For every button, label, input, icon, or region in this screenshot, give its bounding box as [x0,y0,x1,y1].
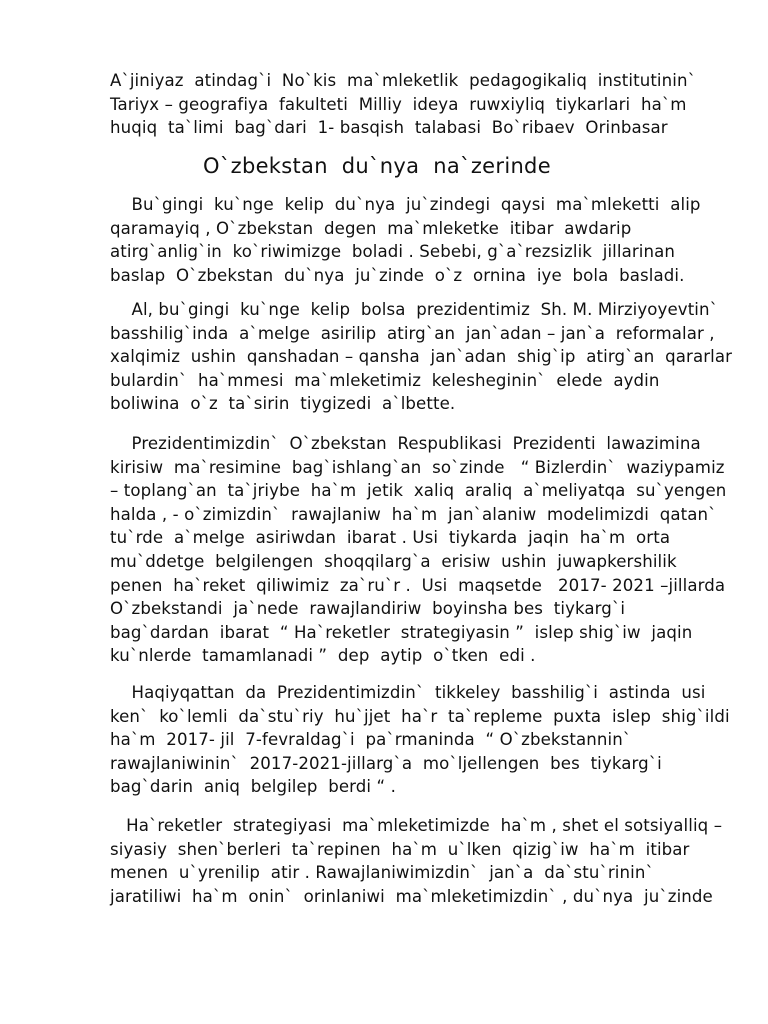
header-line: Tariyx – geografiya fakulteti Milliy ideya ruwxiyliq tiykarlari ha`m [110,94,687,114]
paragraph-line: xalqimiz ushin qanshadan – qansha jan`adan shig`ip atirg`an qararlar [110,347,733,367]
paragraph-line: Bu`gingi ku`nge kelip du`nya ju`zindegi qaysi ma`mleketti alip [110,195,701,214]
paragraph-line: boliwina o`z ta`sirin tiygizedi a`lbette. [110,394,456,414]
paragraph-line: atirg`anlig`in ko`riwimizge boladi . Sebebi, g`a`rezsizlik jillarinan [110,242,675,262]
paragraph-line: mu`ddetge belgilengen shoqqilarg`a erisiw ushin juwapkershilik [110,551,677,571]
paragraph-line: siyasiy shen`berleri ta`repinen ha`m u`lken qizig`iw ha`m itibar [110,839,690,859]
paragraph [110,681,730,799]
paragraph-line: basshilig`inda a`melge asirilip atirg`an jan`adan – jan`a reformalar , [110,323,715,343]
paragraph-line: Ha`reketler strategiyasi ma`mleketimizde ha`m , shet el sotsiyalliq – [110,816,723,835]
author-header [110,69,710,140]
paragraph [110,298,733,416]
paragraph-line: ku`nlerde tamamlanadi ” dep aytip o`tken edi . [110,646,536,666]
paragraph [110,814,723,908]
document-title: O`zbekstan du`nya na`zerinde [203,154,551,178]
paragraph-line: bag`darin aniq belgilep berdi “ . [110,777,396,797]
paragraph-line: ha`m 2017- jil 7-fevraldag`i pa`rmaninda “ O`zbekstannin` [110,730,632,750]
header-line: huqiq ta`limi bag`dari 1- basqish talabasi Bo`ribaev Orinbasar [110,118,668,138]
paragraph-line: Haqiyqattan da Prezidentimizdin` tikkeley basshilig`i astinda usi [110,683,706,702]
paragraph-line: halda , - o`zimizdin` rawajlaniw ha`m jan`alaniw modelimizdi qatan` [110,504,717,524]
paragraph-line: Al, bu`gingi ku`nge kelip bolsa prezidentimiz Sh. M. Mirziyoyevtin` [110,300,719,319]
paragraph [110,432,727,668]
paragraph-line: jaratiliwi ha`m onin` orinlaniwi ma`mleketimizdin` , du`nya ju`zinde [110,886,713,906]
paragraph-line: baslap O`zbekstan du`nya ju`zinde o`z ornina iye bola basladi. [110,265,685,285]
paragraph-line: qaramayiq , O`zbekstan degen ma`mleketke itibar awdarip [110,218,632,238]
paragraph-line: kirisiw ma`resimine bag`ishlang`an so`zinde “ Bizlerdin` waziypamiz [110,457,725,477]
header-line: A`jiniyaz atindag`i No`kis ma`mleketlik pedagogikaliq institutinin` [110,71,696,90]
paragraph-line: tu`rde a`melge asiriwdan ibarat . Usi tiykarda jaqin ha`m orta [110,528,671,548]
paragraph-line: Prezidentimizdin` O`zbekstan Respublikasi Prezidenti lawazimina [110,434,701,453]
paragraph-line: – toplang`an ta`jriybe ha`m jetik xaliq araliq a`meliyatqa su`yengen [110,481,727,501]
paragraph-line: bag`dardan ibarat “ Ha`reketler strategiyasin ” islep shig`iw jaqin [110,622,693,642]
paragraph-line: menen u`yrenilip atir . Rawajlaniwimizdin` jan`a da`stu`rinin` [110,863,654,883]
paragraph-line: ken` ko`lemli da`stu`riy hu`jjet ha`r ta`repleme puxta islep shig`ildi [110,706,730,726]
paragraph [110,193,710,287]
paragraph-line: penen ha`reket qiliwimiz za`ru`r . Usi maqsetde 2017- 2021 –jillarda [110,575,726,595]
paragraph-line: O`zbekstandi ja`nede rawajlandiriw boyinsha bes tiykarg`i [110,599,626,619]
paragraph-line: rawajlaniwinin` 2017-2021-jillarg`a mo`ljellengen bes tiykarg`i [110,753,662,773]
paragraph-line: bulardin` ha`mmesi ma`mleketimiz kelesheginin` elede aydin [110,370,660,390]
